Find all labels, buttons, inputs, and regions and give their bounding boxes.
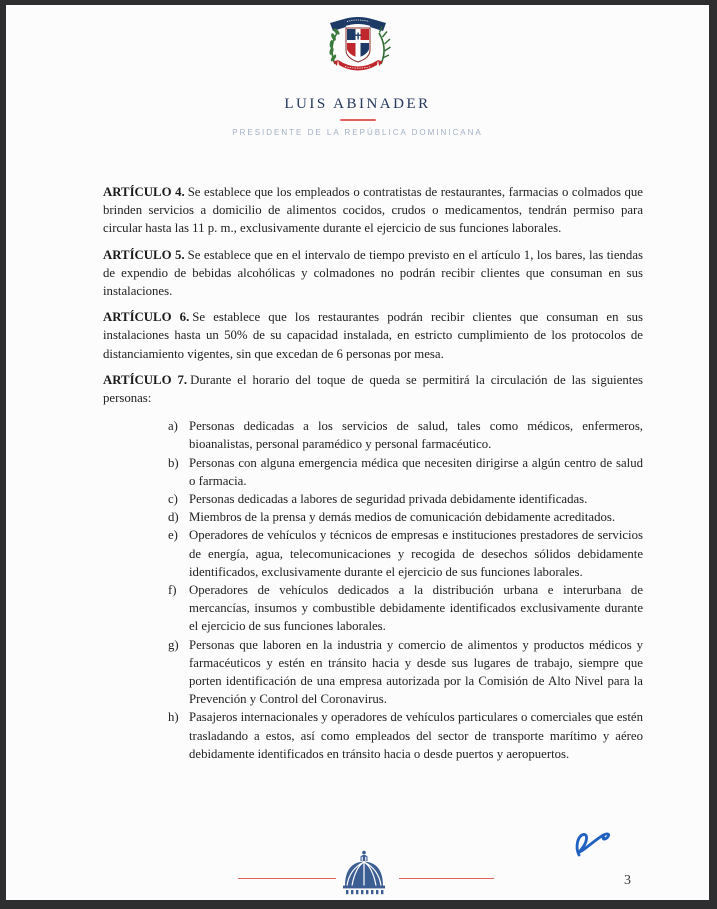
article-4-text: Se establece que los empleados o contratistas de restaurantes, farmacias o colmados que brinden servicios a domicilio de alimentos cocidos, crudos o medicamentos, tendrán permiso para circular hasta las 11 p. m., exclusivamente durante el ejercicio de sus funciones laborales. <box>103 185 643 236</box>
document-page <box>6 5 709 900</box>
article-7 <box>103 371 643 407</box>
red-divider <box>340 119 376 121</box>
article-7-label: ARTÍCULO 7. <box>103 372 188 387</box>
article-6-label: ARTÍCULO 6. <box>103 310 190 325</box>
list-item-text: Personas dedicadas a labores de seguridad privada debidamente identificadas. <box>189 492 588 507</box>
list-item <box>168 490 643 508</box>
article-5-text: Se establece que en el intervalo de tiempo previsto en el artículo 1, los bares, las tiendas de expendio de bebidas alcohólicas y colmadones no podrán recibir clientes que consuman en sus instalaciones. <box>103 247 643 299</box>
footer-rule-left <box>238 878 336 879</box>
list-item-letter: b) <box>168 455 179 470</box>
article-7-list <box>103 417 643 763</box>
article-4 <box>103 183 643 238</box>
list-item <box>168 508 643 526</box>
list-item-letter: g) <box>168 637 179 652</box>
list-item-letter: a) <box>168 419 178 434</box>
list-item-text: Personas dedicadas a los servicios de salud, tales como médicos, enfermeros, bioanalistas, personal paramédico y personal farmacéutico. <box>189 419 643 452</box>
president-name: LUIS ABINADER <box>284 96 431 112</box>
article-5-label: ARTÍCULO 5. <box>103 247 185 262</box>
national-palace-dome-icon <box>338 850 390 900</box>
list-item <box>168 526 643 581</box>
list-item <box>168 708 643 763</box>
page-number: 3 <box>624 873 631 888</box>
list-item-letter: e) <box>168 528 178 543</box>
list-item-text: Personas que laboren en la industria y comercio de alimentos y productos médicos y farmacéuticos y estén en tránsito hacia y desde sus lugares de trabajo, siempre que porten identificación de una empresa autorizada por la Comisión de Alto Nivel para la Prevención y Control del Coronavirus. <box>189 637 643 707</box>
coat-of-arms-icon <box>6 14 709 79</box>
article-5 <box>103 246 643 301</box>
list-item-text: Pasajeros internacionales y operadores de vehículos particulares o comerciales que estén trasladando a estos, así como empleados del sector de transporte marítimo y aéreo debidamente identificados en tránsito hacia o desde puertos y aeropuertos. <box>189 710 643 761</box>
list-item-letter: d) <box>168 510 179 525</box>
list-item-letter: f) <box>168 583 177 598</box>
list-item-text: Miembros de la prensa y demás medios de comunicación debidamente acreditados. <box>189 510 616 525</box>
list-item-text: Personas con alguna emergencia médica que necesiten dirigirse a algún centro de salud o farmacia. <box>189 455 643 488</box>
decree-body <box>103 183 643 763</box>
list-item-text: Operadores de vehículos dedicados a la distribución urbana e interurbana de mercancías, insumos y combustible debidamente identificados exclusivamente durante el ejercicio de sus funciones laborales. <box>189 583 643 634</box>
article-4-label: ARTÍCULO 4. <box>103 185 185 199</box>
list-item-letter: h) <box>168 710 179 725</box>
list-item <box>168 636 643 709</box>
list-item-letter: c) <box>168 492 178 507</box>
letterhead <box>6 14 709 137</box>
list-item <box>168 417 643 453</box>
footer-rule-right <box>399 878 494 879</box>
president-subtitle: PRESIDENTE DE LA REPÚBLICA DOMINICANA <box>232 128 483 137</box>
article-6-text: Se establece que los restaurantes podrán recibir clientes que consuman en sus instalaciones hasta un 50% de su capacidad instalada, en estricto cumplimiento de los protocolos de distanciamiento vigentes, sin que excedan de 6 personas por mesa. <box>103 310 643 361</box>
blue-ink-initial <box>571 822 619 869</box>
article-6 <box>103 308 643 363</box>
list-item-text: Operadores de vehículos y técnicos de empresas e instituciones prestadores de servicios de energía, agua, telecomunicaciones y recogida de desechos sólidos debidamente identificados, exclusivamente durante el ejercicio de sus funciones laborales. <box>189 528 643 579</box>
list-item <box>168 581 643 636</box>
article-7-text: Durante el horario del toque de queda se permitirá la circulación de las siguientes personas: <box>103 372 643 406</box>
list-item <box>168 454 643 490</box>
